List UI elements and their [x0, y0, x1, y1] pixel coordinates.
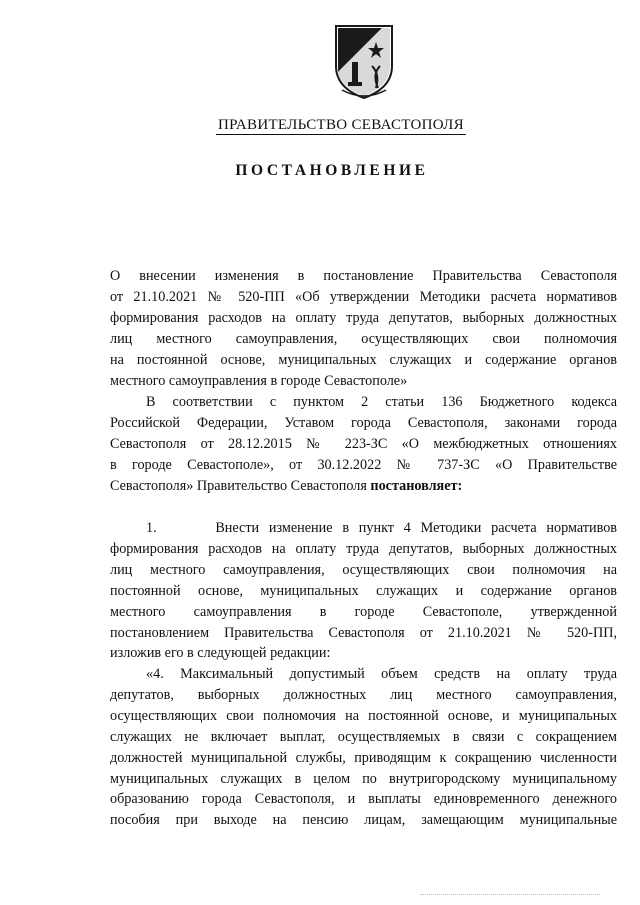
preamble-line: Севастополя от 28.12.2015 № 223-ЗС «О межбюджетных отношениях	[110, 435, 617, 452]
subject-line: формирования расходов на оплату труда депутатов, выборных должностных	[110, 309, 617, 326]
preamble-line-final	[110, 476, 617, 497]
quote-line: служащих не включает выплат, осуществляемых в связи с сокращением	[110, 728, 617, 745]
item-1-line: 1. Внести изменение в пункт 4 Методики расчета нормативов	[146, 520, 617, 536]
subject-line: от 21.10.2021 № 520-ПП «Об утверждении Методики расчета нормативов	[110, 288, 617, 305]
subject-line: на постоянной основе, муниципальных служащих и содержание органов	[110, 351, 617, 368]
subject-line: местного самоуправления в городе Севастополе»	[110, 372, 408, 389]
document-subject	[110, 266, 617, 391]
document-type-heading: ПОСТАНОВЛЕНИЕ	[235, 162, 429, 179]
quote-line: муниципальных служащих в целом по внутригородскому муниципальному	[110, 770, 617, 787]
preamble-final-text: Севастополя» Правительство Севастополя	[110, 477, 367, 494]
preamble-line: В соответствии с пунктом 2 статьи 136 Бюджетного кодекса	[146, 394, 617, 410]
item-1-line: формирования расходов на оплату труда депутатов, выборных должностных	[110, 540, 617, 557]
preamble-line: Российской Федерации, Уставом города Севастополя, законами города	[110, 414, 617, 431]
item-1-line: постоянной основе, муниципальных служащих и содержание органов	[110, 582, 617, 599]
quoted-point-4-paragraph	[110, 664, 617, 831]
government-name-heading	[0, 117, 640, 134]
resolves-word: постановляет:	[370, 477, 463, 494]
item-1-line: постановлением Правительства Севастополя от 21.10.2021 № 520-ПП,	[110, 624, 617, 641]
preamble-paragraph	[110, 392, 617, 497]
quote-line: осуществляющих свои полномочия на постоянной основе, и муниципальных	[110, 707, 617, 724]
sevastopol-coat-of-arms-emblem	[332, 22, 396, 102]
subject-line: О внесении изменения в постановление Правительства Севастополя	[110, 268, 617, 284]
quote-line: пособия при выходе на пенсию лицам, замещающим муниципальные	[110, 812, 617, 829]
quote-line: образованию города Севастополя, и выплаты единовременного денежного	[110, 791, 617, 808]
item-1-line: изложив его в следующей редакции:	[110, 645, 331, 662]
quote-line: должностей муниципальной службы, приводящим к сокращению численности	[110, 749, 617, 766]
item-1-line: лиц местного самоуправления, осуществляющих свои полномочия на	[110, 561, 617, 578]
quote-line: «4. Максимальный допустимый объем средств на оплату труда	[146, 666, 617, 682]
item-1-line: местного самоуправления в городе Севастополе, утвержденной	[110, 603, 617, 620]
preamble-line: в городе Севастополе», от 30.12.2022 № 737-ЗС «О Правительстве	[110, 456, 617, 473]
item-1-paragraph	[110, 518, 617, 664]
quote-line: депутатов, выборных должностных лиц местного самоуправления,	[110, 686, 617, 703]
government-name-text: ПРАВИТЕЛЬСТВО СЕВАСТОПОЛЯ	[218, 117, 464, 133]
subject-line: лиц местного самоуправления, осуществляющих свои полномочия	[110, 330, 617, 347]
scan-artifact-divider	[420, 894, 600, 899]
